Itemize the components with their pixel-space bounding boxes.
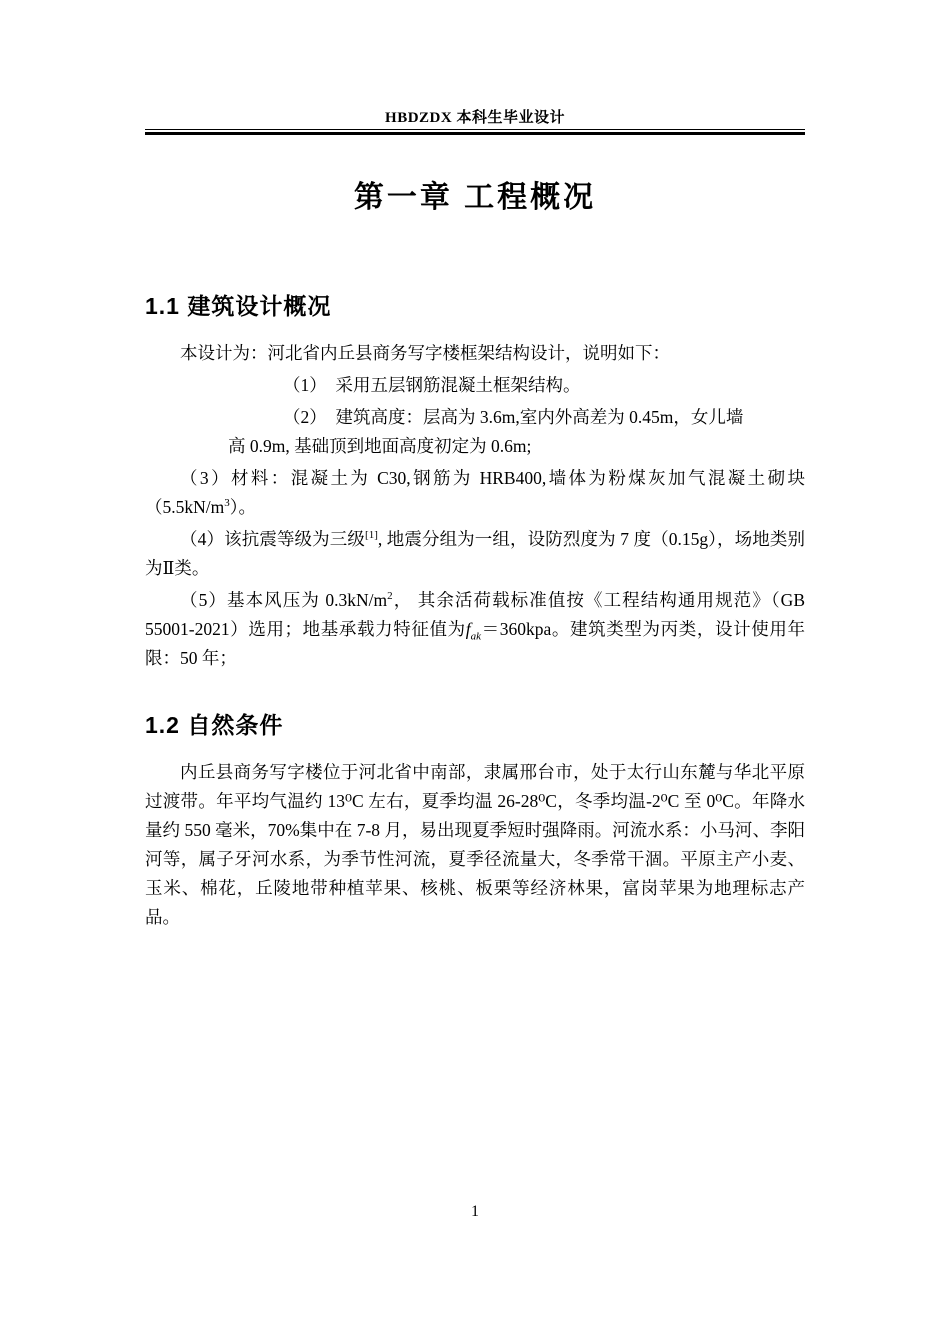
list-item-2-line1: （2） 建筑高度：层高为 3.6m,室内外高差为 0.45m，女儿墙 [283,407,744,427]
list-item-1: （1） 采用五层钢筋混凝土框架结构。 [283,375,581,395]
item-5-f-subscript: ak [470,630,482,643]
list-item-3 [145,464,805,522]
intro-paragraph: 本设计为：河北省内丘县商务写字楼框架结构设计，说明如下： [180,343,670,363]
list-item-2 [145,403,805,461]
item-3-text-end: ）。 [229,497,256,517]
document-body [145,150,805,935]
item-5-f-symbol: f [465,619,471,639]
list-item-2-line2: 高 0.9m, 基础顶到地面高度初定为 0.6m; [228,436,532,456]
item-5-text-mid: ， 其余活荷载标准值按《工程结构通用规范》（GB 55001-2021）选用；地基承载力特征值为 [145,590,805,639]
page-header [145,106,805,127]
item-3-text: （3）材料：混凝土为 C30,钢筋为 HRB400,墙体为粉煤灰加气混凝土砌块（5.5kN/m [145,468,805,517]
natural-conditions-paragraph: 内丘县商务写字楼位于河北省中南部，隶属邢台市，处于太行山东麓与华北平原过渡带。年平均气温约 13⁰C 左右，夏季均温 26-28⁰C，冬季均温-2⁰C 至 0⁰C。年降水量约 550 毫米，70%集中在 7-8 月，易出现夏季短时强降雨。河流水系：小马河、李阳河等，属子牙河水系，为季节性河流，夏季径流量大，冬季常干涸。平原主产小麦、玉米、棉花，丘陵地带种植苹果、核桃、板栗等经济林果，富岗苹果为地理标志产品。 [145,762,805,927]
section-heading-1-2: 1.2 自然条件 [145,712,284,738]
chapter-title: 第一章 工程概况 [353,181,597,214]
header-rule-thick [145,132,805,135]
item-4-text-end: , 地震分组为一组，设防烈度为 7 度（0.15g），场地类别为Ⅱ类。 [145,529,806,578]
list-item-4 [145,525,805,583]
item-3-superscript: 3 [224,497,230,510]
item-5-text: （5）基本风压为 0.3kN/m [180,590,388,610]
item-4-text: （4）该抗震等级为三级 [180,529,366,549]
item-4-citation: [1] [365,529,378,542]
list-item-5 [145,586,805,673]
section-heading-1-1: 1.1 建筑设计概况 [145,293,332,319]
page-number: 1 [471,1203,479,1220]
header-title: HBDZDX 本科生毕业设计 [385,110,565,126]
header-rule-thin [145,129,805,130]
item-5-superscript: 2 [387,590,393,603]
item-5-text-end: ＝360kpa。建筑类型为丙类，设计使用年限：50 年； [145,619,805,668]
